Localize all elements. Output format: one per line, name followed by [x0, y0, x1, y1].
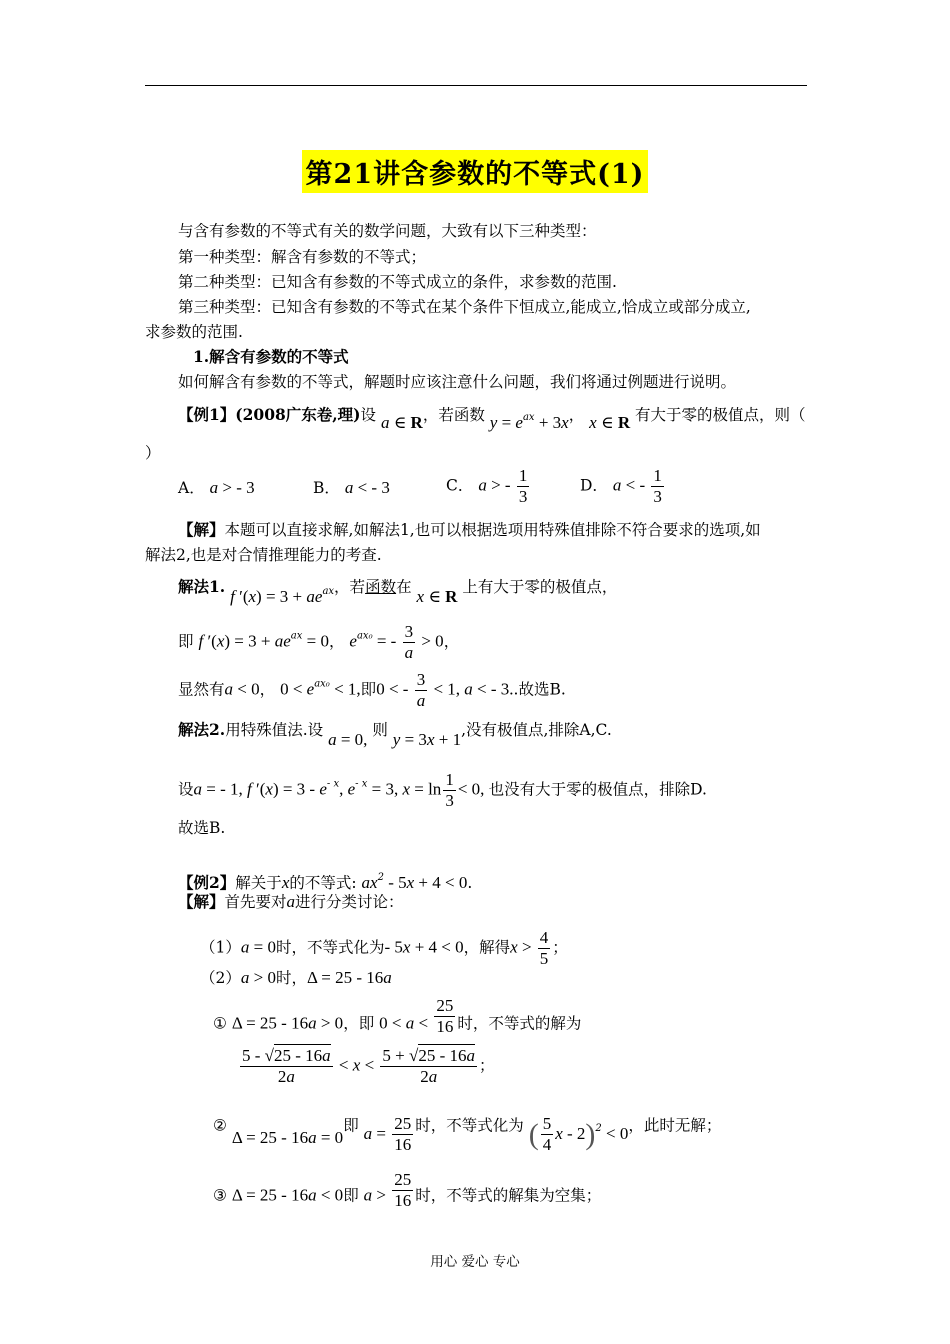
- method-2-line-1: 解法2.用特殊值法.设 a = 0, 则 y = 3x + 1,没有极值点,排除A,C.: [178, 720, 612, 749]
- case-2: （2）a > 0时，Δ = 25 - 16a: [200, 968, 392, 987]
- intro-line-2: 第一种类型：解含有参数的不等式；: [178, 248, 427, 266]
- example-1-paren: ）: [145, 444, 161, 462]
- intro-line-4: 第三种类型：已知含有参数的不等式在某个条件下恒成立,能成立,恰成立或部分成立,: [178, 298, 751, 316]
- option-c: C． a > - $\frac{1}{3}$: [446, 466, 528, 506]
- page-title: 第21讲含参数的不等式(1): [302, 150, 649, 193]
- intro-line-5: 求参数的范围.: [145, 323, 243, 341]
- intro-line-3: 第二种类型：已知含有参数的不等式成立的条件，求参数的范围.: [178, 273, 617, 291]
- case-1: （1）a = 0时，不等式化为- 5x + 4 < 0，解得x > $\frac{4}{5}$ ；: [200, 928, 568, 968]
- option-d: D． a < - $\frac{1}{3}$: [580, 466, 662, 506]
- intro-line-1: 与含有参数的不等式有关的数学问题，大致有以下三种类型：: [178, 222, 597, 240]
- option-a: A． a > - 3: [178, 478, 255, 497]
- option-b: B． a < - 3: [313, 478, 390, 497]
- method-1-line-2: 即 f $'(x) = 3 + ae^{ax} = 0$， $e^{ax_0}$ = - $\frac{3}{a}$ > 0，: [178, 622, 460, 662]
- section-lead: 如何解含有参数的不等式，解题时应该注意什么问题，我们将通过例题进行说明。: [178, 373, 737, 391]
- example-2-statement: 【例2】解关于x的不等式: $ax^2 - 5x + 4 < 0$.: [178, 872, 473, 892]
- example-1-solution-2: 解法2,也是对合情推理能力的考查.: [145, 546, 382, 564]
- method-2-line-2: 设a = - 1, f $'(x) = 3 - e^{- x}$, $e^{- x} = 3$, x = ln $\frac{1}{3}$ < 0, 也没有大于零的极值点，排除D.: [178, 770, 707, 810]
- subcase-3: ③ Δ = 25 - 16a < 0即 a > $\frac{25}{16}$ 时，不等式的解集为空集；: [213, 1170, 602, 1210]
- method-1-line-1: 解法1. f $'(x) = 3 + ae^{ax}$，若函数在 x ∈ R 上有大于零的极值点，: [178, 577, 618, 606]
- page-footer: 用心 爱心 专心: [430, 1254, 520, 1270]
- example-1-solution-1: 【解】本题可以直接求解,如解法1,也可以根据选项用特殊值排除不符合要求的选项,如: [178, 520, 761, 539]
- example-1-label: 【例1】(2008广东卷,理): [178, 405, 361, 424]
- subcase-2: ② Δ = 25 - 16a = 0即 a = $\frac{25}{16}$ 时，不等式化为 ( $\frac{5}{4}$ x - 2)$^2$ < 0，此时无解；: [213, 1114, 722, 1154]
- example-1-statement: 【例1】(2008广东卷,理)设 a ∈ R，若函数 $y = e^{ax} + 3x$， x ∈ R 有大于零的极值点，则（: [178, 405, 806, 432]
- subcase-1-solution: $\frac{5 - √25 - 16a}{2a}$ < x < $\frac{5 + √25 - 16a}{2a}$ ；: [242, 1046, 495, 1086]
- header-rule: [145, 85, 807, 86]
- section-heading: 1.解含有参数的不等式: [193, 347, 349, 366]
- example-2-solution: 【解】首先要对a进行分类讨论：: [178, 892, 404, 911]
- subcase-1: ① Δ = 25 - 16a > 0，即 0 < a < $\frac{25}{16}$ 时，不等式的解为: [213, 996, 582, 1036]
- method-2-line-3: 故选B.: [178, 819, 226, 837]
- method-1-line-3: 显然有a < 0， $0 < e^{ax_0} < 1$,即0 < - $\frac{3}{a}$ < 1, a < - 3..故选B.: [178, 670, 566, 710]
